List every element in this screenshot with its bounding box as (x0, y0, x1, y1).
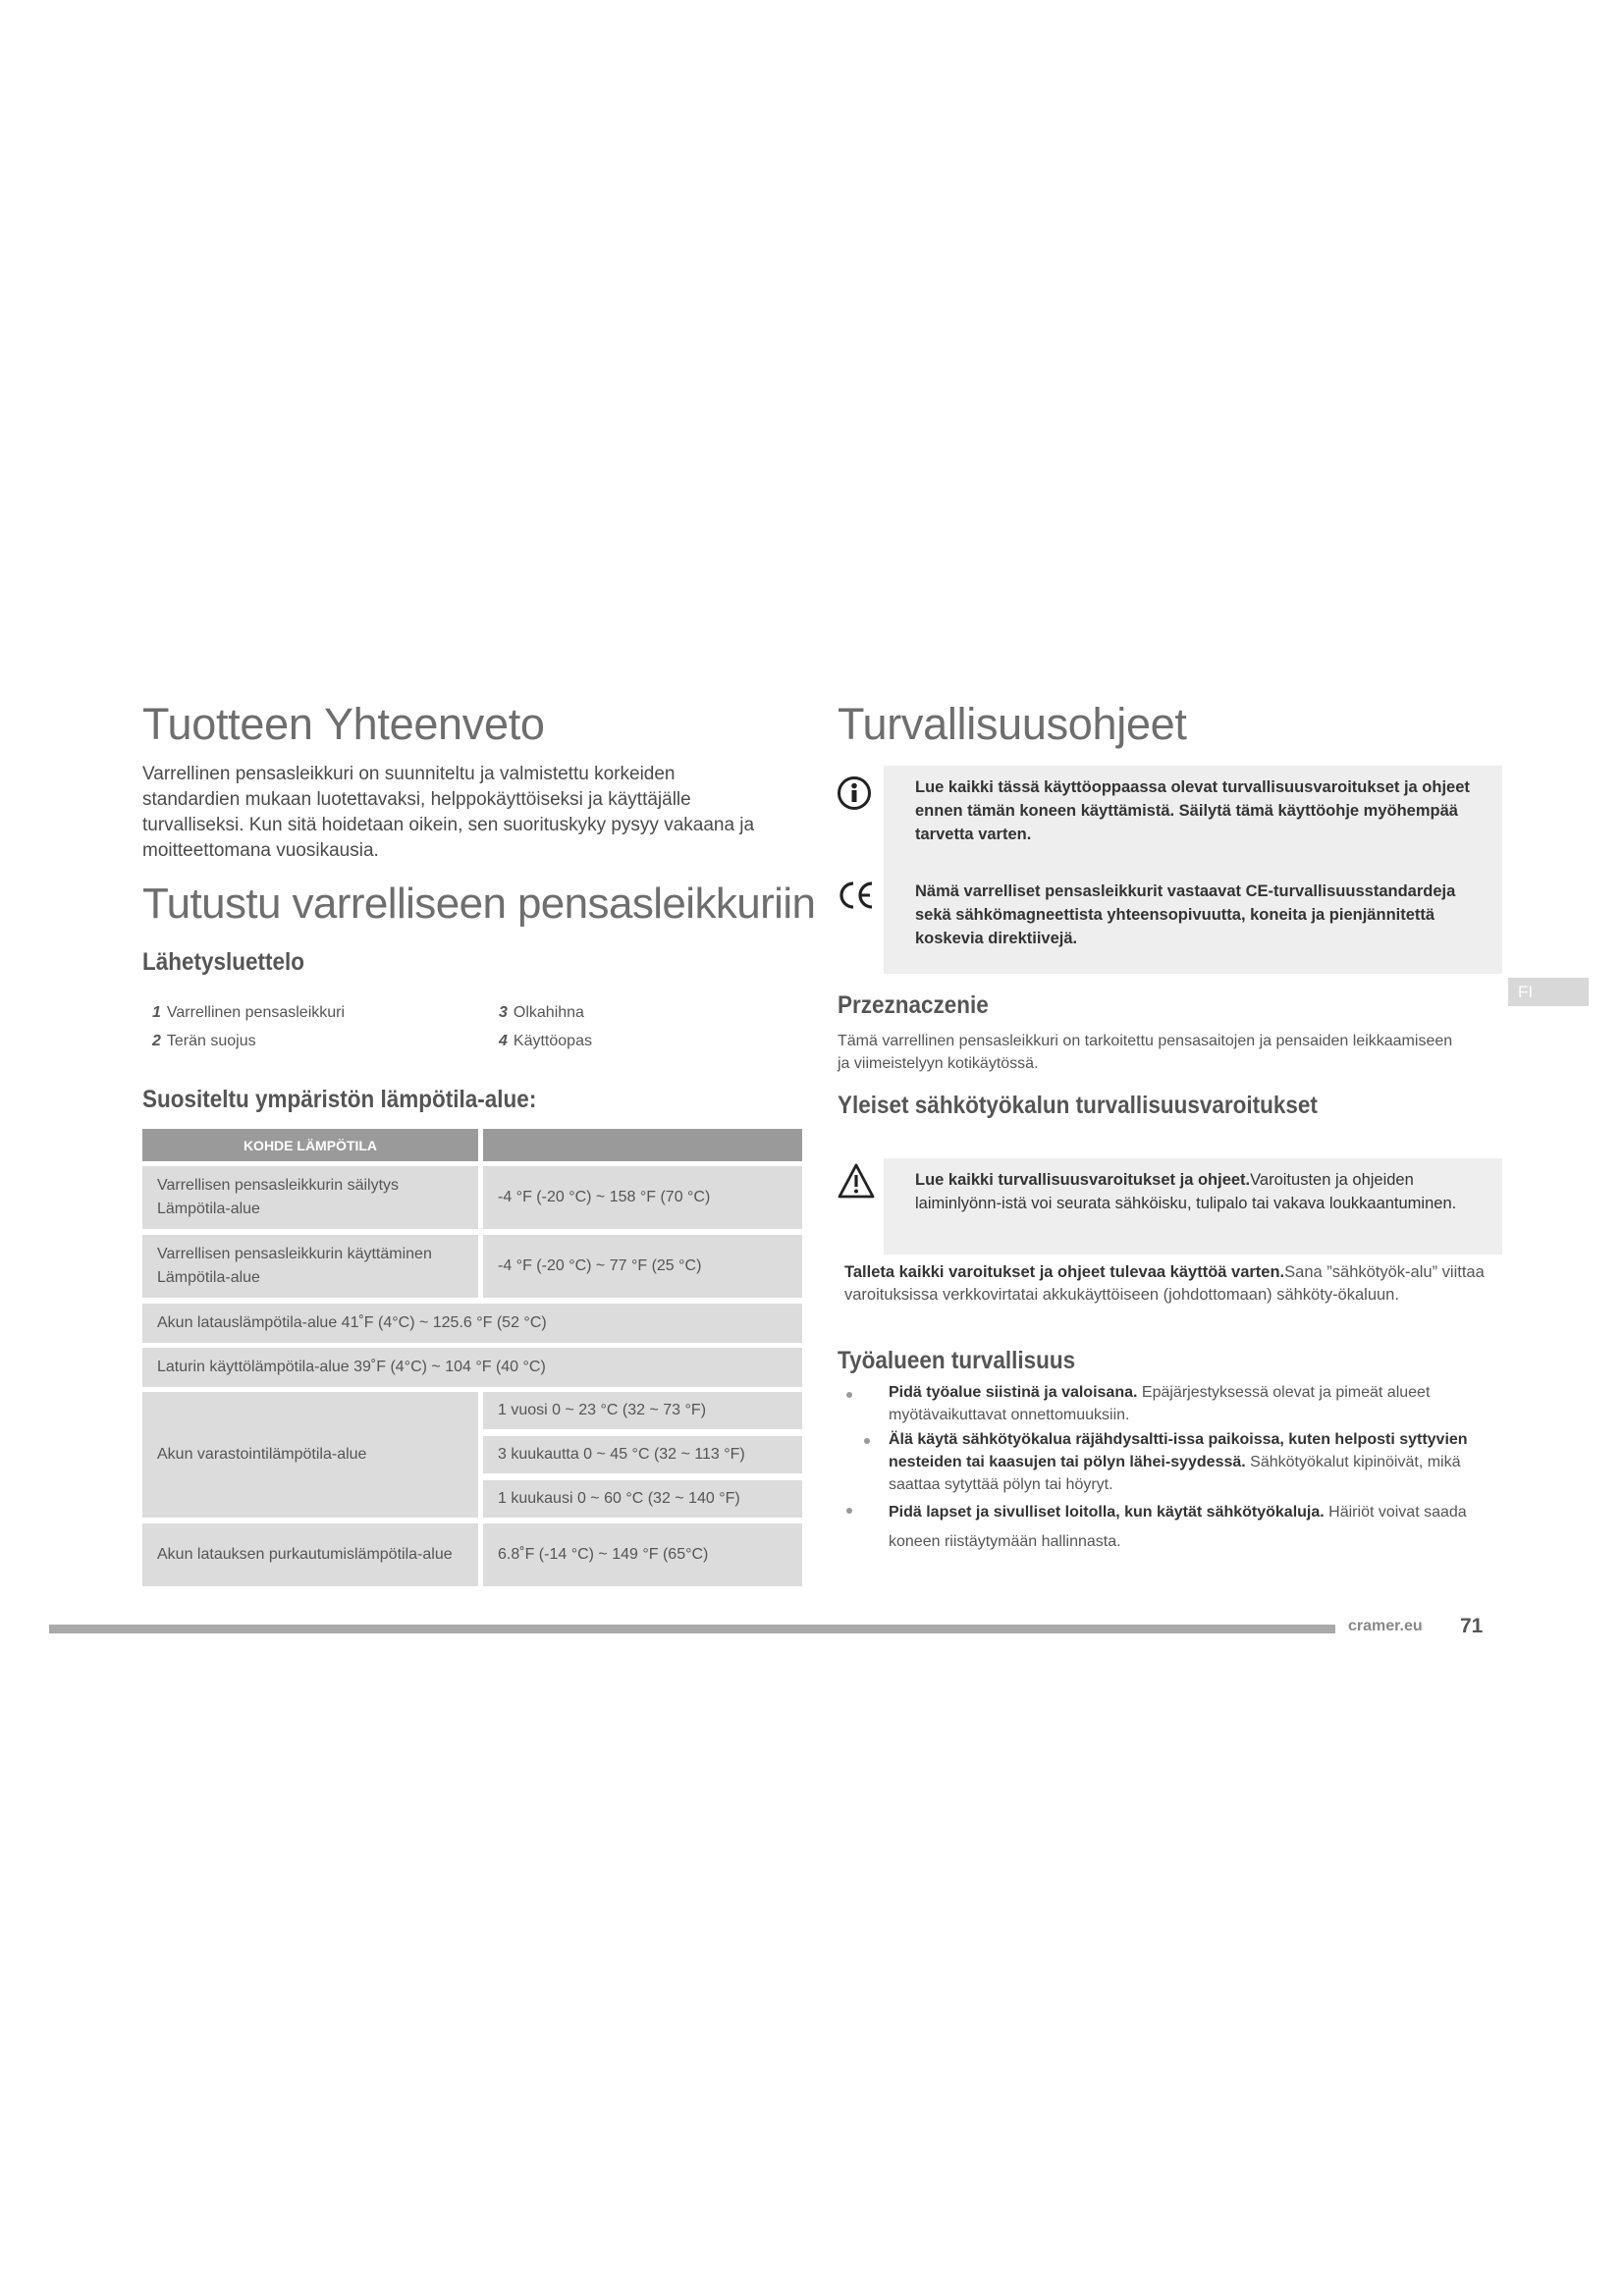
safety-title: Turvallisuusohjeet (838, 699, 1187, 749)
table-cell-value: -4 °F (-20 °C) ~ 158 °F (70 °C) (483, 1166, 802, 1229)
footer-site: cramer.eu (1348, 1618, 1423, 1634)
temperature-heading: Suositeltu ympäristön lämpötila-alue: (142, 1086, 537, 1113)
ce-notice (884, 870, 1502, 974)
shipping-item: 1 Varrellinen pensasleikkuri (152, 1004, 346, 1021)
ce-mark-icon (837, 879, 876, 912)
shipping-item: 4 Käyttöopas (499, 1033, 592, 1049)
bullet-dot (864, 1438, 870, 1444)
table-cell-value: -4 °F (-20 °C) ~ 77 °F (25 °C) (483, 1235, 802, 1298)
purpose-heading: Przeznaczenie (838, 991, 989, 1019)
language-tab: FI (1508, 978, 1589, 1006)
table-cell-value: 3 kuukautta 0 ~ 45 °C (32 ~ 113 °F) (483, 1436, 802, 1473)
table-cell-full: Akun latauslämpötila-alue 41˚F (4°C) ~ 125.6 °F (52 °C) (142, 1304, 802, 1343)
bullet-dot (846, 1508, 852, 1514)
warning-icon (837, 1162, 876, 1200)
page-number: 71 (1460, 1615, 1484, 1637)
table-cell-value: 1 kuukausi 0 ~ 60 °C (32 ~ 140 °F) (483, 1480, 802, 1518)
warning-notice-text: Lue kaikki turvallisuusvaroitukset ja ohjeet.Varoitusten ja ohjeiden laiminlyönn-istä voi seurata sähköisku, tulipalo tai vakava loukkaantuminen. (915, 1171, 1457, 1212)
bullet-item: Älä käytä sähkötyökalua räjähdysaltti-issa paikoissa, kuten helposti syttyvien nesteiden tai kaasujen tai pölyn lähei-syydessä. Sähkötyökalut kipinöivät, mikä saattaa sytyttää pölyn tai höyryt. (889, 1431, 1468, 1493)
table-header-blank (483, 1129, 802, 1161)
purpose-text: Tämä varrellinen pensasleikkuri on tarkoitettu pensasaitojen ja pensaiden leikkaamiseen ja viimeistelyyn kotikäytössä. (838, 1033, 1453, 1072)
shipping-list-heading: Lähetysluettelo (142, 948, 305, 976)
footer-bar (49, 1625, 1335, 1633)
info-notice-text: Lue kaikki tässä käyttöoppaassa olevat turvallisuusvaroitukset ja ohjeet ennen tämän koneen käyttämistä. Säilytä tämä käyttöohje myöhempää tarvetta varten. (915, 778, 1470, 843)
bullet-item: Pidä työalue siistinä ja valoisana. Epäjärjestyksessä olevat ja pimeät alueet myötävaikuttavat onnettomuuksiin. (889, 1384, 1431, 1423)
table-cell-label: Akun latauksen purkautumislämpötila-alue (142, 1523, 478, 1586)
info-notice (884, 766, 1502, 870)
table-header: KOHDE LÄMPÖTILA (142, 1129, 478, 1161)
general-warnings-heading: Yleiset sähkötyökalun turvallisuusvaroitukset (838, 1092, 1318, 1119)
table-cell-value: 1 vuosi 0 ~ 23 °C (32 ~ 73 °F) (483, 1392, 802, 1429)
shipping-item: 2 Terän suojus (152, 1033, 256, 1049)
intro-paragraph: Varrellinen pensasleikkuri on suunniteltu ja valmistettu korkeiden standardien mukaan luotettavaksi, helppokäyttöiseksi ja käyttäjälle turvalliseksi. Kun sitä hoidetaan oikein, sen suorituskyky pysyy vakaana ja moitteettomana vuosikausia. (142, 764, 755, 861)
table-cell-label: Akun varastointilämpötila-alue (142, 1392, 478, 1518)
bullet-dot (846, 1392, 852, 1398)
getting-to-know-title: Tutustu varrelliseen pensasleikkuriin (142, 880, 816, 928)
keep-instructions-paragraph: Talleta kaikki varoitukset ja ohjeet tulevaa käyttöä varten.Sana ”sähkötyök-alu” viittaa varoituksissa verkkovirtatai akkukäyttöiseen (johdottomaan) sähköty-ökaluun. (844, 1263, 1485, 1304)
work-area-heading: Työalueen turvallisuus (838, 1347, 1076, 1374)
info-icon (837, 775, 872, 811)
bullet-item: Pidä lapset ja sivulliset loitolla, kun käytät sähkötyökaluja. Häiriöt voivat saada koneen riistäytymään hallinnasta. (889, 1504, 1467, 1550)
table-cell-label: Varrellisen pensasleikkurin säilytys Lämpötila-alue (142, 1166, 478, 1229)
shipping-item: 3 Olkahihna (499, 1004, 584, 1021)
table-cell-full: Laturin käyttölämpötila-alue 39˚F (4°C) ~ 104 °F (40 °C) (142, 1348, 802, 1387)
warning-notice (884, 1158, 1502, 1255)
table-cell-label: Varrellisen pensasleikkurin käyttäminen Lämpötila-alue (142, 1235, 478, 1298)
product-summary-title: Tuotteen Yhteenveto (142, 699, 545, 749)
ce-notice-text: Nämä varrelliset pensasleikkurit vastaavat CE-turvallisuusstandardeja sekä sähkömagneettista yhteensopivuutta, koneita ja pienjännitettä koskevia direktiivejä. (915, 882, 1456, 947)
table-cell-value: 6.8˚F (-14 °C) ~ 149 °F (65°C) (483, 1523, 802, 1586)
